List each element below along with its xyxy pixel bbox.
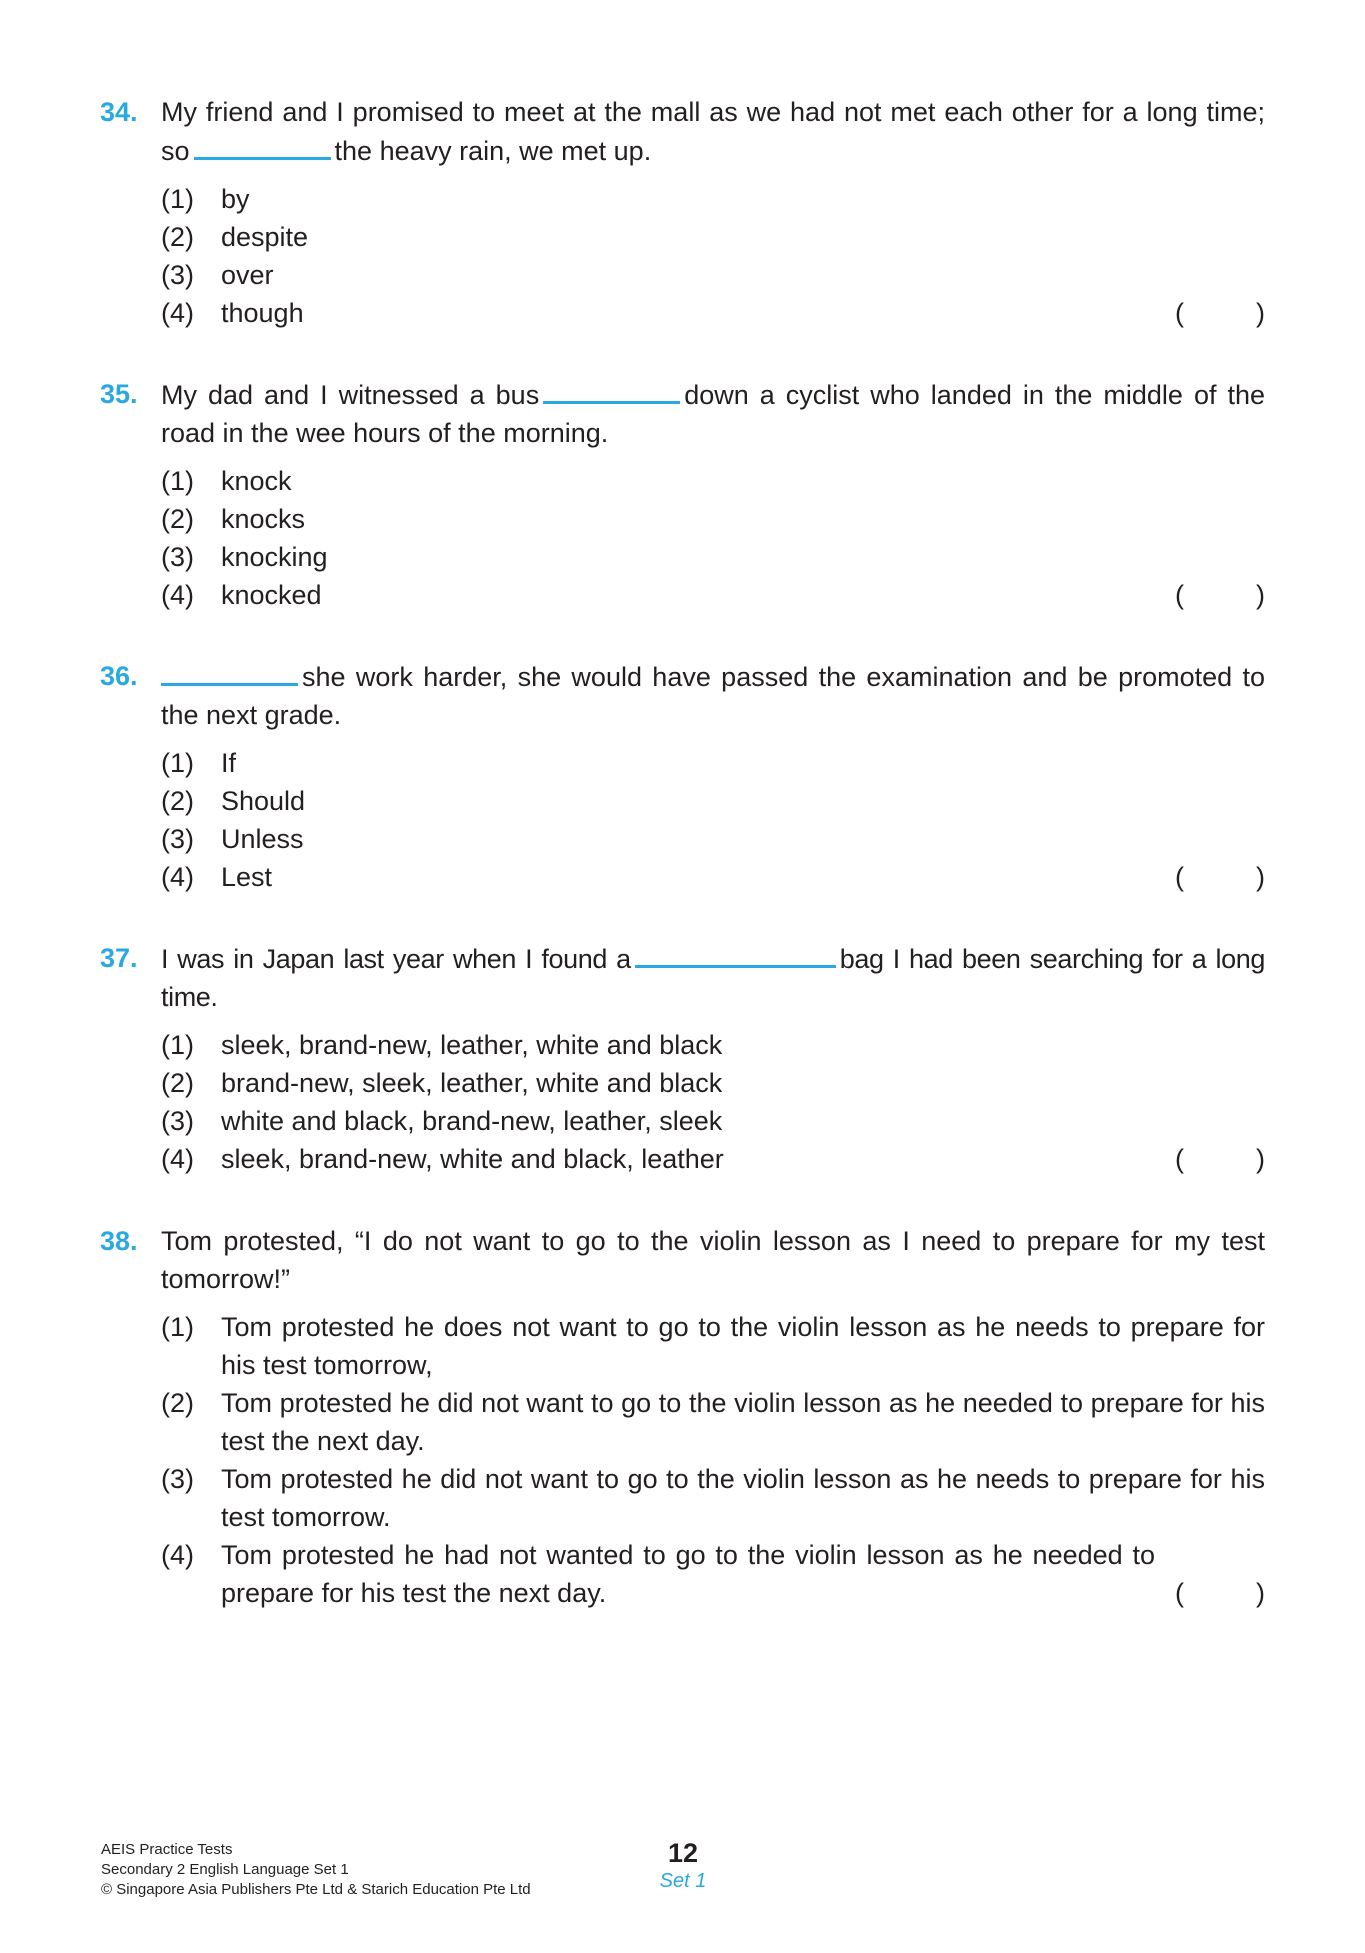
option bbox=[161, 782, 1265, 820]
question-34 bbox=[100, 93, 1265, 332]
option-text: If bbox=[221, 748, 237, 778]
option-text: Tom protested he did not want to go to the violin lesson as he needed to prepare for his test the next day. bbox=[221, 1388, 1265, 1456]
option bbox=[161, 500, 1265, 538]
answer-box[interactable] bbox=[1175, 576, 1265, 614]
option bbox=[161, 1536, 1265, 1612]
footer bbox=[101, 1840, 531, 1900]
option-label: (2) bbox=[161, 222, 194, 252]
paren-close: ) bbox=[1256, 1144, 1265, 1174]
paren-open: ( bbox=[1175, 580, 1184, 610]
answer-box[interactable] bbox=[1175, 858, 1265, 896]
question-text bbox=[161, 1222, 1265, 1298]
question-36 bbox=[100, 657, 1265, 896]
option-label: (1) bbox=[161, 1312, 194, 1342]
option-text: white and black, brand-new, leather, sleek bbox=[221, 1106, 723, 1136]
option-label: (3) bbox=[161, 1106, 194, 1136]
option-text: Tom protested he had not wanted to go to the violin lesson as he needed to prepare for his test the next day. bbox=[221, 1540, 1155, 1608]
option bbox=[161, 218, 1265, 256]
question-38 bbox=[100, 1222, 1265, 1612]
option-label: (3) bbox=[161, 1464, 194, 1494]
option-text: despite bbox=[221, 222, 309, 252]
option bbox=[161, 1460, 1265, 1536]
question-number: 36. bbox=[100, 661, 138, 691]
option-label: (1) bbox=[161, 466, 194, 496]
set-label: Set 1 bbox=[659, 1870, 707, 1892]
stem-before: I was in Japan last year when I found a bbox=[161, 944, 631, 974]
option-text: over bbox=[221, 260, 274, 290]
option bbox=[161, 1384, 1265, 1460]
option-text: knocked bbox=[221, 580, 322, 610]
footer-title: Secondary 2 English Language Set 1 bbox=[101, 1861, 349, 1878]
paren-open: ( bbox=[1175, 1144, 1184, 1174]
answer-box[interactable] bbox=[1175, 294, 1265, 332]
option bbox=[161, 820, 1265, 858]
option-label: (3) bbox=[161, 260, 194, 290]
option bbox=[161, 1140, 1265, 1178]
page-number: 12 bbox=[667, 1838, 699, 1868]
option bbox=[161, 538, 1265, 576]
option bbox=[161, 180, 1265, 218]
answer-box[interactable] bbox=[1175, 1140, 1265, 1178]
stem-after: down a cyclist who landed in the middle of the road in the wee hours of the morning. bbox=[161, 380, 1265, 448]
option-label: (4) bbox=[161, 580, 194, 610]
option-text: by bbox=[221, 184, 250, 214]
question-number: 37. bbox=[100, 943, 138, 973]
question-37 bbox=[100, 939, 1265, 1178]
stem-before: My friend and I promised to meet at the mall as we had not met each other for a long time; so bbox=[161, 97, 1265, 166]
question-number: 38. bbox=[100, 1226, 138, 1256]
stem-before: Tom protested, “I do not want to go to the violin lesson as I need to prepare for my test tomorrow!” bbox=[161, 1226, 1265, 1294]
option-label: (2) bbox=[161, 1068, 194, 1098]
option bbox=[161, 294, 1265, 332]
option-text: sleek, brand-new, white and black, leather bbox=[221, 1144, 724, 1174]
option-label: (2) bbox=[161, 504, 194, 534]
option-text: brand-new, sleek, leather, white and black bbox=[221, 1068, 723, 1098]
paren-close: ) bbox=[1256, 298, 1265, 328]
paren-close: ) bbox=[1256, 1578, 1265, 1608]
option bbox=[161, 256, 1265, 294]
stem-after: bag I had been searching for a long time. bbox=[161, 944, 1265, 1012]
paren-open: ( bbox=[1175, 1578, 1184, 1608]
paren-open: ( bbox=[1175, 862, 1184, 892]
option-text: Unless bbox=[221, 824, 304, 854]
answer-blank bbox=[543, 375, 680, 404]
option bbox=[161, 858, 1265, 896]
option-text: knock bbox=[221, 466, 292, 496]
stem-after: she work harder, she would have passed the examination and be promoted to the next grade. bbox=[161, 662, 1265, 730]
option-text: Should bbox=[221, 786, 306, 816]
option bbox=[161, 462, 1265, 500]
option-text: knocking bbox=[221, 542, 328, 572]
option bbox=[161, 1308, 1265, 1384]
question-text bbox=[161, 939, 1265, 1016]
answer-blank bbox=[161, 657, 298, 686]
option-label: (4) bbox=[161, 1144, 194, 1174]
option-label: (1) bbox=[161, 184, 194, 214]
question-number: 34. bbox=[100, 97, 138, 127]
option-label: (3) bbox=[161, 824, 194, 854]
footer-series: AEIS Practice Tests bbox=[101, 1841, 233, 1858]
question-text bbox=[161, 93, 1265, 170]
answer-box[interactable] bbox=[1175, 1574, 1265, 1612]
question-35 bbox=[100, 375, 1265, 614]
stem-after: the heavy rain, we met up. bbox=[334, 136, 652, 166]
option bbox=[161, 744, 1265, 782]
option-text: Tom protested he does not want to go to the violin lesson as he needs to prepare for his test tomorrow, bbox=[221, 1312, 1265, 1380]
option-text: sleek, brand-new, leather, white and black bbox=[221, 1030, 723, 1060]
option-text: knocks bbox=[221, 504, 306, 534]
option bbox=[161, 1026, 1265, 1064]
option bbox=[161, 576, 1265, 614]
option-text: Tom protested he did not want to go to the violin lesson as he needs to prepare for his test tomorrow. bbox=[221, 1464, 1265, 1532]
option bbox=[161, 1102, 1265, 1140]
option-label: (4) bbox=[161, 862, 194, 892]
paren-close: ) bbox=[1256, 580, 1265, 610]
option-label: (4) bbox=[161, 1540, 194, 1570]
option-label: (2) bbox=[161, 786, 194, 816]
question-number: 35. bbox=[100, 379, 138, 409]
option-text: though bbox=[221, 298, 304, 328]
paren-open: ( bbox=[1175, 298, 1184, 328]
option bbox=[161, 1064, 1265, 1102]
option-label: (1) bbox=[161, 748, 194, 778]
footer-copyright: © Singapore Asia Publishers Pte Ltd & Starich Education Pte Ltd bbox=[101, 1881, 531, 1898]
question-text bbox=[161, 657, 1265, 734]
question-text bbox=[161, 375, 1265, 452]
option-text: Lest bbox=[221, 862, 273, 892]
option-label: (1) bbox=[161, 1030, 194, 1060]
option-label: (3) bbox=[161, 542, 194, 572]
option-label: (4) bbox=[161, 298, 194, 328]
paren-close: ) bbox=[1256, 862, 1265, 892]
stem-before: My dad and I witnessed a bus bbox=[161, 380, 540, 410]
answer-blank bbox=[194, 131, 331, 160]
answer-blank bbox=[635, 939, 836, 968]
option-label: (2) bbox=[161, 1388, 194, 1418]
